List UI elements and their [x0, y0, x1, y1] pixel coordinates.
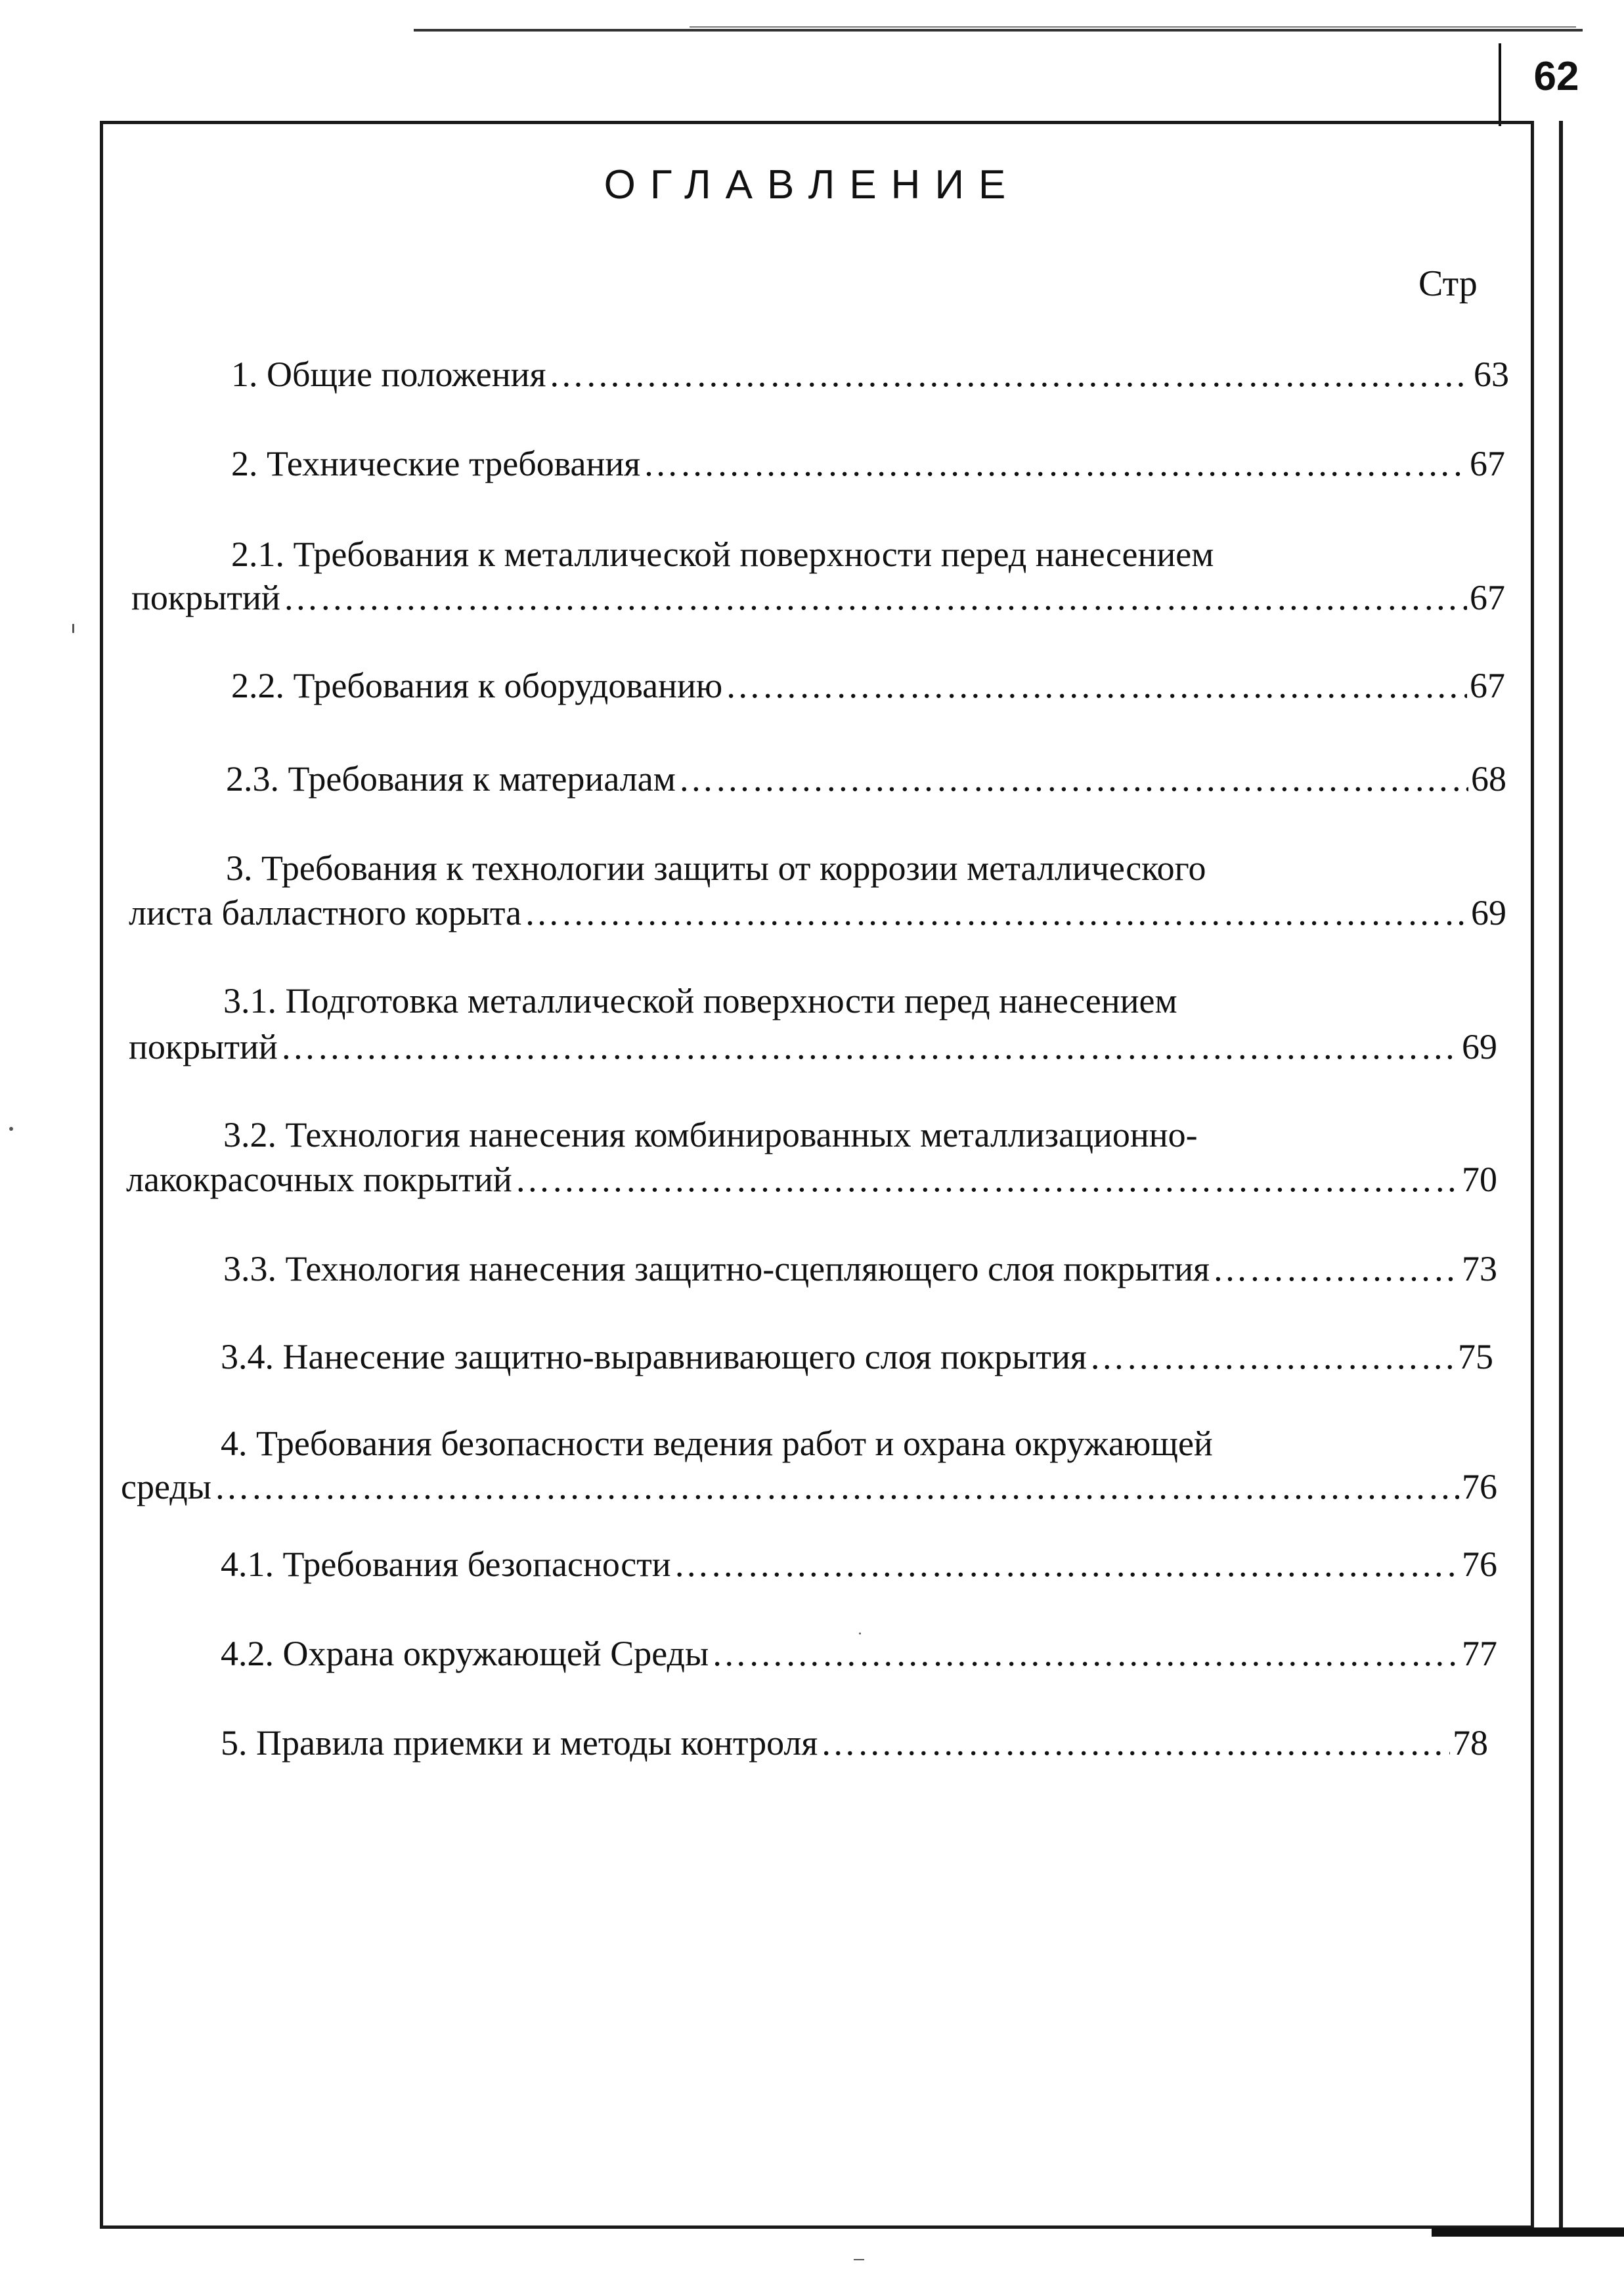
toc-entry-label: покрытий [131, 578, 280, 617]
scan-speck [854, 2259, 864, 2260]
page-column-label: Стр [1418, 263, 1478, 304]
toc-entry[interactable] [126, 1157, 1497, 1202]
leader-dots [711, 1631, 1459, 1676]
toc-entry[interactable] [221, 1542, 1497, 1587]
scan-speck [9, 1127, 13, 1131]
toc-entry[interactable] [231, 352, 1509, 397]
toc-entry-first-line: 3.1. Подготовка металлической поверхности перед нанесением [223, 981, 1177, 1020]
toc-entry-label: покрытий [129, 1027, 278, 1066]
toc-entry-label: среды [121, 1467, 211, 1506]
toc-entry[interactable] [129, 1024, 1497, 1069]
toc-entry-label: 1. Общие положения [231, 355, 546, 394]
toc-entry-label: 2.2. Требования к оборудованию [231, 666, 723, 705]
toc-entry-label: листа балластного корыта [129, 893, 522, 932]
toc-entry[interactable] [226, 756, 1506, 801]
scan-speck [859, 1633, 861, 1634]
toc-entry-label: 2. Технические требования [231, 444, 641, 483]
toc-entry[interactable] [129, 890, 1506, 935]
toc-entry-page: 67 [1470, 444, 1505, 483]
scan-speck [72, 624, 74, 633]
header-rule-thin [690, 26, 1576, 28]
toc-entry-page: 67 [1470, 666, 1505, 705]
page-number: 62 [1533, 54, 1579, 99]
toc-entry-page: 70 [1462, 1160, 1497, 1199]
toc-entry-first-line: 4. Требования безопасности ведения работ и охрана окружающей [221, 1424, 1213, 1463]
toc-entry-label: 3.4. Нанесение защитно-выравнивающего слоя покрытия [221, 1337, 1087, 1376]
page-frame-outer-edge [1559, 121, 1563, 2235]
leader-dots [524, 890, 1468, 935]
toc-entry-page: 76 [1462, 1467, 1497, 1506]
toc-entry[interactable] [121, 1464, 1497, 1509]
leader-dots [725, 663, 1467, 708]
header-rule [414, 29, 1583, 32]
leader-dots [1212, 1246, 1459, 1291]
leader-dots [548, 352, 1471, 397]
toc-entry[interactable] [131, 575, 1505, 620]
toc-entry-page: 69 [1471, 893, 1506, 932]
toc-entry-label: 4.2. Охрана окружающей Среды [221, 1634, 709, 1673]
toc-entry[interactable] [231, 663, 1505, 708]
page-title: ОГЛАВЛЕНИЕ [604, 162, 1020, 208]
toc-entry-first-line: 3.2. Технология нанесения комбинированных металлизационно- [223, 1115, 1198, 1154]
toc-entry-page: 75 [1458, 1337, 1493, 1376]
leader-dots [643, 441, 1467, 486]
toc-entry-first-line: 2.1. Требования к металлической поверхности перед нанесением [231, 535, 1214, 574]
page-number-divider [1499, 43, 1501, 126]
toc-entry-page: 73 [1462, 1249, 1497, 1288]
leader-dots [678, 756, 1468, 801]
leader-dots [280, 1024, 1459, 1069]
toc-entry-label: 3.3. Технология нанесения защитно-сцепляющего слоя покрытия [223, 1249, 1210, 1288]
toc-entry-page: 76 [1462, 1545, 1497, 1584]
page-frame-corner [1432, 2227, 1624, 2237]
toc-entry-first-line: 3. Требования к технологии защиты от коррозии металлического [226, 848, 1206, 888]
toc-entry[interactable] [231, 441, 1505, 486]
toc-entry-label: 5. Правила приемки и методы контроля [221, 1723, 818, 1763]
toc-entry-page: 78 [1453, 1723, 1488, 1763]
leader-dots [820, 1721, 1450, 1765]
toc-entry-page: 67 [1470, 578, 1505, 617]
leader-dots [1089, 1334, 1455, 1379]
toc-entry-page: 68 [1471, 759, 1506, 799]
toc-entry[interactable] [223, 1246, 1497, 1291]
leader-dots [515, 1157, 1459, 1202]
toc-entry-label: 4.1. Требования безопасности [221, 1545, 671, 1584]
toc-entry-page: 77 [1462, 1634, 1497, 1673]
toc-entry[interactable] [221, 1631, 1497, 1676]
leader-dots [283, 575, 1467, 620]
toc-entry-label: 2.3. Требования к материалам [226, 759, 676, 799]
toc-entry[interactable] [221, 1721, 1488, 1765]
leader-dots [214, 1464, 1459, 1509]
toc-entry[interactable] [221, 1334, 1493, 1379]
toc-entry-page: 63 [1474, 355, 1509, 394]
toc-entry-page: 69 [1462, 1027, 1497, 1066]
leader-dots [674, 1542, 1459, 1587]
toc-entry-label: лакокрасочных покрытий [126, 1160, 512, 1199]
